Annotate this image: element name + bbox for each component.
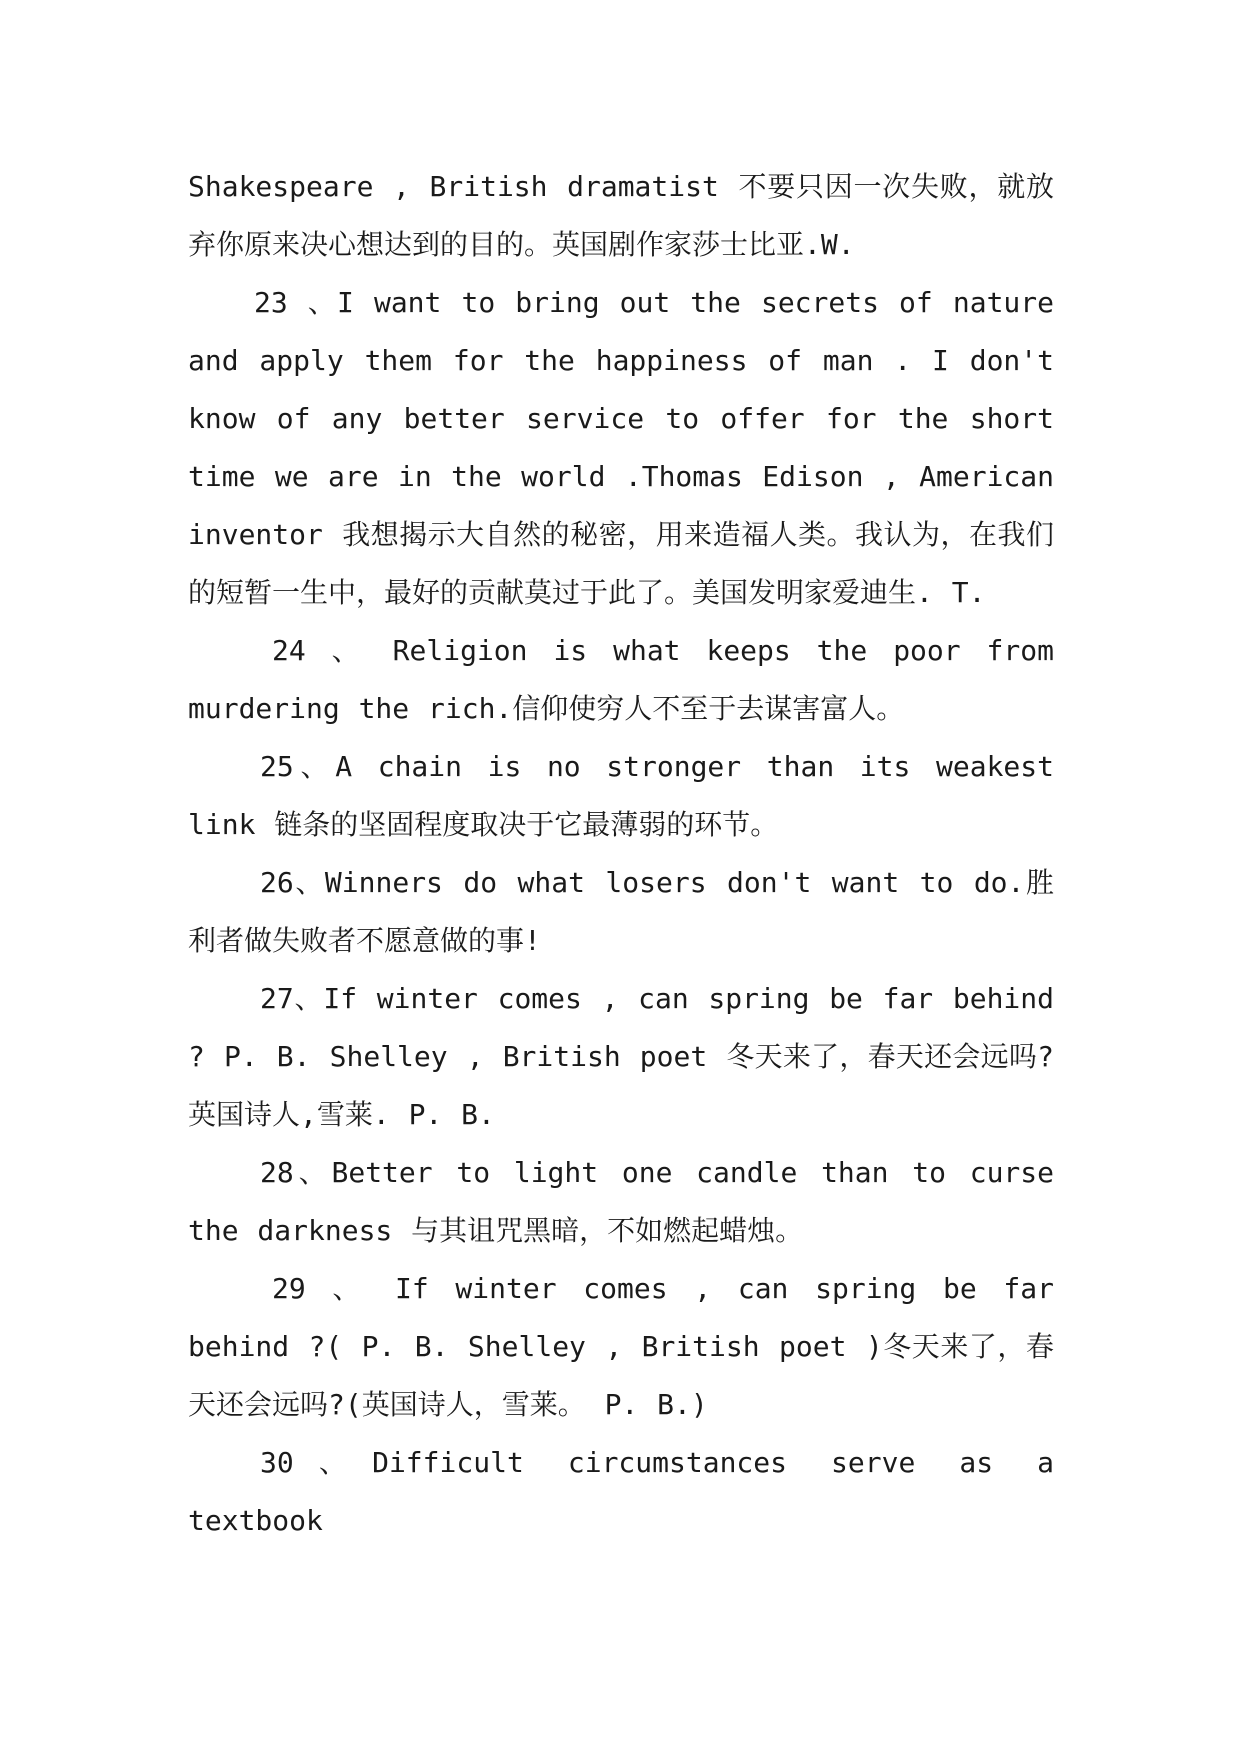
document-body (188, 158, 1054, 1550)
paragraph-28: 28、Better to light one candle than to curse the darkness 与其诅咒黑暗，不如燃起蜡烛。 (188, 1156, 1054, 1247)
paragraph-27: 27、If winter comes , can spring be far behind ? P. B. Shelley , British poet 冬天来了，春天还会远吗? 英国诗人,雪莱. P. B. (188, 982, 1054, 1131)
paragraph-23: 23 、I want to bring out the secrets of nature and apply them for the happiness of man . I don't know of any better service to offer for the short time we are in the world .Thomas Edison , American inventor 我想揭示大自然的秘密，用来造福人类。我认为，在我们的短暂一生中，最好的贡献莫过于此了。美国发明家爱迪生. T. (188, 286, 1054, 609)
paragraph-24: 24 、 Religion is what keeps the poor from murdering the rich.信仰使穷人不至于去谋害富人。 (188, 634, 1054, 725)
paragraph-30: 30、Difficult circumstances serve as a textbook (188, 1446, 1054, 1537)
paragraph-29: 29 、 If winter comes , can spring be far behind ?( P. B. Shelley , British poet )冬天来了，春天还会远吗?(英国诗人，雪莱。 P. B.) (188, 1272, 1054, 1421)
paragraph-shakespeare: Shakespeare , British dramatist 不要只因一次失败，就放弃你原来决心想达到的目的。英国剧作家莎士比亚.W. (188, 170, 1054, 261)
paragraph-25: 25、A chain is no stronger than its weakest link 链条的坚固程度取决于它最薄弱的环节。 (188, 750, 1054, 841)
paragraph-26: 26、Winners do what losers don't want to do.胜利者做失败者不愿意做的事! (188, 866, 1054, 957)
